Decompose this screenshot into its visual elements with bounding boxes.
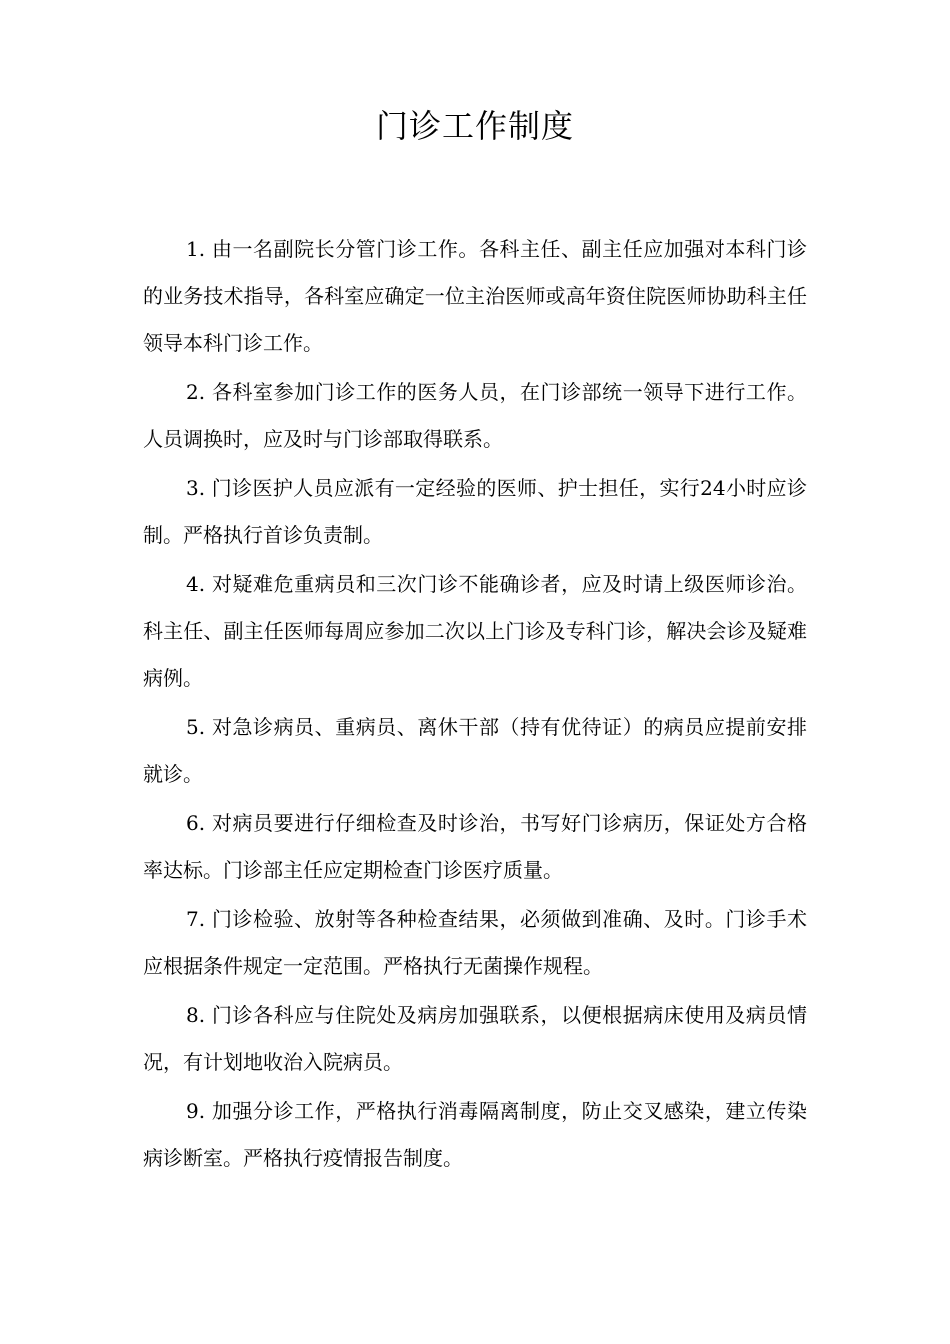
rule-paragraph-4: 4. 对疑难危重病员和三次门诊不能确诊者，应及时请上级医师诊治。科主任、副主任医师每周应参加二次以上门诊及专科门诊，解决会诊及疑难病例。 [143,572,807,690]
rule-paragraph-6: 6. 对病员要进行仔细检查及时诊治，书写好门诊病历，保证处方合格率达标。门诊部主任应定期检查门诊医疗质量。 [143,811,807,882]
rule-paragraph-2: 2. 各科室参加门诊工作的医务人员，在门诊部统一领导下进行工作。人员调换时，应及时与门诊部取得联系。 [143,380,807,451]
rule-paragraph-7: 7. 门诊检验、放射等各种检查结果，必须做到准确、及时。门诊手术应根据条件规定一定范围。严格执行无菌操作规程。 [143,907,807,978]
rule-paragraph-9: 9. 加强分诊工作，严格执行消毒隔离制度，防止交叉感染，建立传染病诊断室。严格执行疫情报告制度。 [143,1099,807,1170]
rule-paragraph-3: 3. 门诊医护人员应派有一定经验的医师、护士担任，实行24小时应诊制。严格执行首诊负责制。 [143,476,807,547]
rule-paragraph-5: 5. 对急诊病员、重病员、离休干部（持有优待证）的病员应提前安排就诊。 [143,715,807,786]
rule-paragraph-1: 1. 由一名副院长分管门诊工作。各科主任、副主任应加强对本科门诊的业务技术指导，各科室应确定一位主治医师或高年资住院医师协助科主任领导本科门诊工作。 [143,237,807,355]
document-title: 门诊工作制度 [375,107,574,145]
document-body [143,226,807,1184]
rule-paragraph-8: 8. 门诊各科应与住院处及病房加强联系，以便根据病床使用及病员情况，有计划地收治入院病员。 [143,1003,807,1074]
